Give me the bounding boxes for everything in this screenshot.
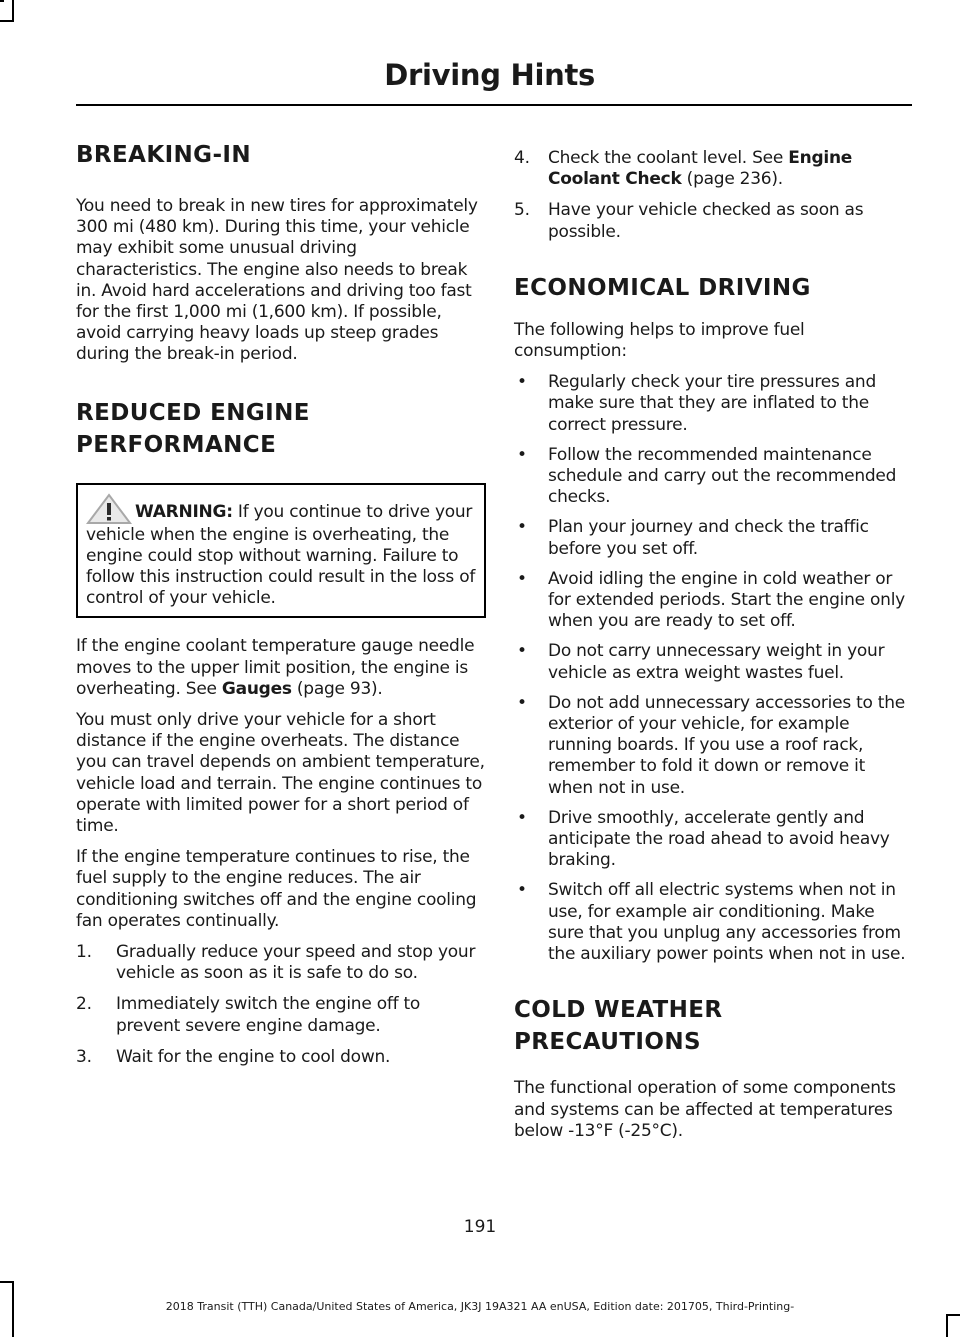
crop-mark <box>946 1314 948 1337</box>
section-title: Driving Hints <box>384 58 595 92</box>
step-number: 4. <box>514 148 530 168</box>
step-text: Check the coolant level. See <box>548 148 789 168</box>
crop-mark <box>12 0 14 22</box>
heading-breaking-in: BREAKING-IN <box>76 142 252 168</box>
list-item <box>514 372 910 436</box>
right-column <box>514 148 910 1142</box>
bullet-dot: • <box>517 692 527 713</box>
step-text: Immediately switch the engine off to prevent severe engine damage. <box>116 994 421 1036</box>
paragraph-cold-weather: The functional operation of some components and systems can be affected at temperatures below -13°F (-25°C). <box>514 1078 896 1141</box>
bullet-dot: • <box>517 807 527 828</box>
list-item <box>514 148 910 190</box>
list-item <box>514 445 910 509</box>
heading-line: REDUCED ENGINE <box>76 399 310 426</box>
warning-box <box>76 483 486 619</box>
heading-reduced-engine <box>76 398 486 429</box>
header-rule <box>76 104 912 106</box>
list-item <box>76 942 486 984</box>
paragraph-overheat-distance: You must only drive your vehicle for a short distance if the engine overheats. The distance you can travel depends on ambient temperature, vehicle load and terrain. The engine continues to operate with limited power for a short period of time. <box>76 710 485 837</box>
economy-bullets <box>514 372 910 965</box>
heading-precautions: PRECAUTIONS <box>514 1029 701 1056</box>
list-item <box>514 693 910 799</box>
bullet-dot: • <box>517 641 527 662</box>
bullet-dot: • <box>517 880 527 901</box>
paragraph-temperature-rise: If the engine temperature continues to rise, the fuel supply to the engine reduces. The air conditioning switches off and the engine cooling fan operates continually. <box>76 847 477 931</box>
heading-cold-weather: COLD WEATHER <box>514 997 723 1024</box>
bullet-text: Avoid idling the engine in cold weather or for extended periods. Start the engine only when you are ready to set off. <box>548 568 905 632</box>
crop-mark <box>946 1314 960 1316</box>
bullet-text: Regularly check your tire pressures and make sure that they are inflated to the correct pressure. <box>548 372 876 435</box>
steps-list <box>76 942 486 1068</box>
crop-mark <box>0 0 4 2</box>
list-item <box>514 200 910 242</box>
bullet-text: Switch off all electric systems when not in use, for example air conditioning. Make sure that you unplug any accessories from the auxiliary power points when not in use. <box>548 880 906 965</box>
gauge-text: If the engine coolant temperature gauge needle moves to the upper limit position, the engine is overheating. See <box>76 636 475 699</box>
gauges-link[interactable]: Gauges <box>221 678 292 699</box>
step-number: 2. <box>76 994 92 1015</box>
step-text: Have your vehicle checked as soon as possible. <box>548 200 864 242</box>
crop-mark <box>0 20 14 22</box>
bullet-dot: • <box>517 372 527 393</box>
list-item <box>514 517 910 559</box>
bullet-text: Drive smoothly, accelerate gently and anticipate the road ahead to avoid heavy braking. <box>548 807 890 871</box>
list-item <box>514 569 910 633</box>
crop-mark <box>0 1281 14 1283</box>
steps-list-continued <box>514 148 910 243</box>
engine-coolant-check-link[interactable]: Engine Coolant Check <box>548 148 853 190</box>
heading-line: PERFORMANCE <box>76 431 277 458</box>
list-item <box>514 808 910 872</box>
step-text: Wait for the engine to cool down. <box>116 1046 391 1067</box>
edition-footer: 2018 Transit (TTH) Canada/United States of America, JK3J 19A321 AA enUSA, Edition date: 201705, Third-Printing- <box>165 1300 795 1313</box>
list-item <box>76 994 486 1036</box>
bullet-dot: • <box>517 517 527 538</box>
bullet-text: Do not carry unnecessary weight in your vehicle as extra weight wastes fuel. <box>548 641 885 683</box>
page-number: 191 <box>463 1217 497 1237</box>
bullet-dot: • <box>517 444 527 465</box>
step-text: Gradually reduce your speed and stop your vehicle as soon as it is safe to do so. <box>116 942 476 984</box>
step-number: 5. <box>514 200 530 221</box>
warning-label: WARNING: <box>135 501 233 522</box>
bullet-dot: • <box>517 568 527 589</box>
bullet-text: Follow the recommended maintenance schedule and carry out the recommended checks. <box>548 444 897 508</box>
paragraph-economical-intro: The following helps to improve fuel consumption: <box>514 319 805 362</box>
list-item <box>514 880 910 965</box>
warning-triangle-icon <box>86 493 132 525</box>
heading-performance <box>76 430 486 461</box>
step-number: 3. <box>76 1046 92 1067</box>
paragraph-breaking-in: You need to break in new tires for approximately 300 mi (480 km). During this time, your vehicle may exhibit some unusual driving characteristics. The engine also needs to break in. Avoid hard accelerations and driving too fast for the first 1,000 mi (1,600 km). If possible, avoid carrying heavy loads up steep grades during the break-in period. <box>76 196 478 365</box>
warning-text: If you continue to drive your vehicle when the engine is overheating, the engine could stop without warning. Failure to follow this instruction could result in the loss of control of your vehicle. <box>86 501 476 609</box>
paragraph-gauge <box>76 636 486 700</box>
list-item <box>514 641 910 683</box>
left-column <box>76 140 486 1068</box>
heading-economical-driving: ECONOMICAL DRIVING <box>514 274 811 301</box>
step-number: 1. <box>76 942 92 963</box>
bullet-text: Do not add unnecessary accessories to the exterior of your vehicle, for example running boards. If you use a roof rack, remember to fold it down or remove it when not in use. <box>548 692 905 798</box>
coolant-page-ref: (page 236). <box>681 169 783 190</box>
list-item <box>76 1047 486 1068</box>
bullet-text: Plan your journey and check the traffic before you set off. <box>548 517 869 559</box>
gauges-page-ref: (page 93). <box>291 678 383 699</box>
